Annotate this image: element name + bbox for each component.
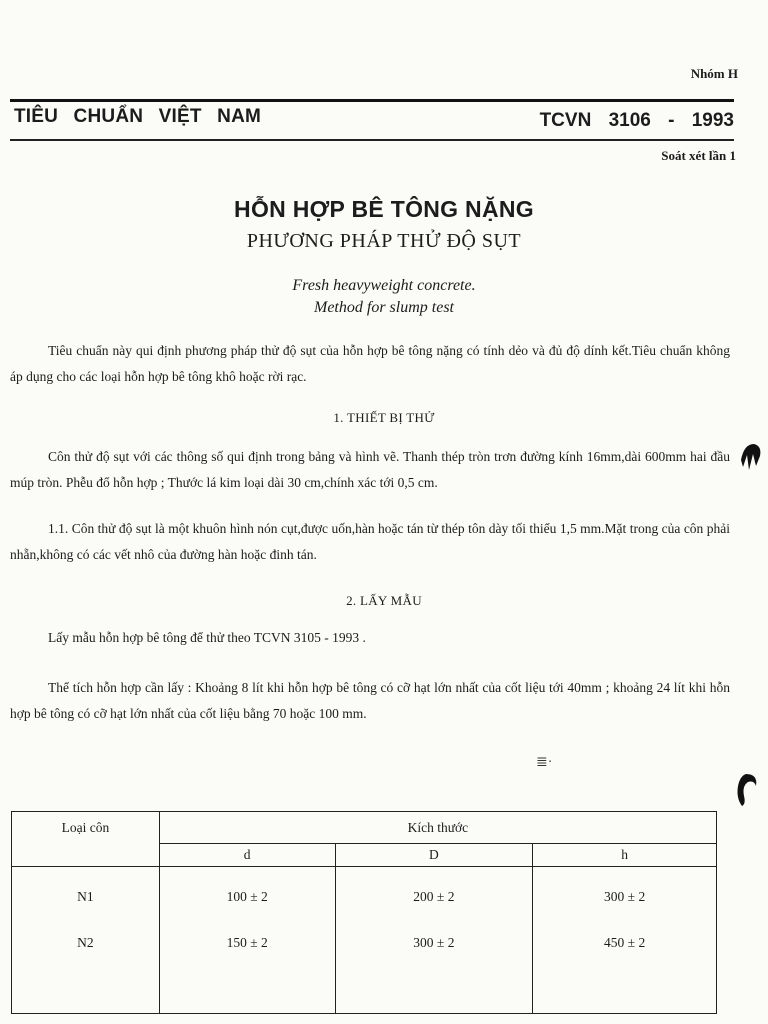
revision-label: Soát xét lần 1 [661,148,736,163]
section-2-paragraph-1: Lấy mẫu hỗn hợp bê tông để thử theo TCVN 3105 - 1993 . [48,630,366,645]
table-cell: 200 ± 2 [413,889,455,904]
scan-smudge: ≣· [536,755,553,770]
scan-blot-1 [738,440,764,476]
table-cell: N2 [77,935,94,950]
section-1-heading: 1. THIẾT BỊ THỬ [333,410,435,425]
section-2-paragraph-2: Thể tích hỗn hợp cần lấy : Khoảng 8 lít khi hỗn hợp bê tông có cỡ hạt lớn nhất của cốt liệu tới 40mm ; khoảng 24 lít khi hỗn hợp bê tông có cỡ hạt lớn nhất của cốt liệu bằng 70 hoặc 100 mm. [10,680,730,721]
table-cell: N1 [77,889,94,904]
table-cell: 150 ± 2 [226,935,268,950]
group-label: Nhóm H [690,66,738,81]
table-cell: 100 ± 2 [226,889,268,904]
standard-code: TCVN 3106 - 1993 [539,110,734,131]
column-d [159,867,335,1014]
header-col-h: h [533,844,717,867]
table-cell: 300 ± 2 [413,935,455,950]
english-title-line-1: Fresh heavyweight concrete. [292,277,476,294]
section-1-paragraph-1: Côn thử độ sụt với các thông số qui định trong bảng và hình vẽ. Thanh thép tròn trơn đường kính 16mm,dài 600mm hai đầu múp tròn. Phễu đổ hỗn hợp ; Thước lá kim loại dài 30 cm,chính xác tới 0,5 cm. [10,449,730,490]
header-rule-top [10,99,734,102]
english-title-line-2: Method for slump test [314,299,454,316]
column-h [533,867,717,1014]
header-cone-type: Loại côn [12,812,160,867]
document-subtitle: PHƯƠNG PHÁP THỬ ĐỘ SỤT [246,230,522,252]
table-cell: 450 ± 2 [604,935,646,950]
column-D [335,867,533,1014]
header-rule-bottom [10,139,734,141]
intro-paragraph: Tiêu chuẩn này qui định phương pháp thử độ sụt của hỗn hợp bê tông nặng có tính dẻo và đủ độ dính kết.Tiêu chuẩn không áp dụng cho các loại hỗn hợp bê tông khô hoặc rời rạc. [10,343,730,384]
table-cell: 300 ± 2 [604,889,646,904]
standard-organization: TIÊU CHUẨN VIỆT NAM [14,106,262,127]
header-col-D: D [335,844,533,867]
header-dimensions: Kích thước [159,812,716,844]
column-cone-type [12,867,160,1014]
cone-dimensions-table [11,811,717,1014]
section-2-heading: 2. LẤY MẪU [346,593,422,608]
section-1-paragraph-2: 1.1. Côn thử độ sụt là một khuôn hình nón cụt,được uốn,hàn hoặc tán từ thép tôn dày tối thiểu 1,5 mm.Mặt trong của côn phải nhẵn,không có các vết nhô của đường hàn hoặc đinh tán. [10,521,730,562]
header-col-d: d [159,844,335,867]
scan-blot-2 [734,770,760,810]
document-title: HỖN HỢP BÊ TÔNG NẶNG [234,196,534,222]
